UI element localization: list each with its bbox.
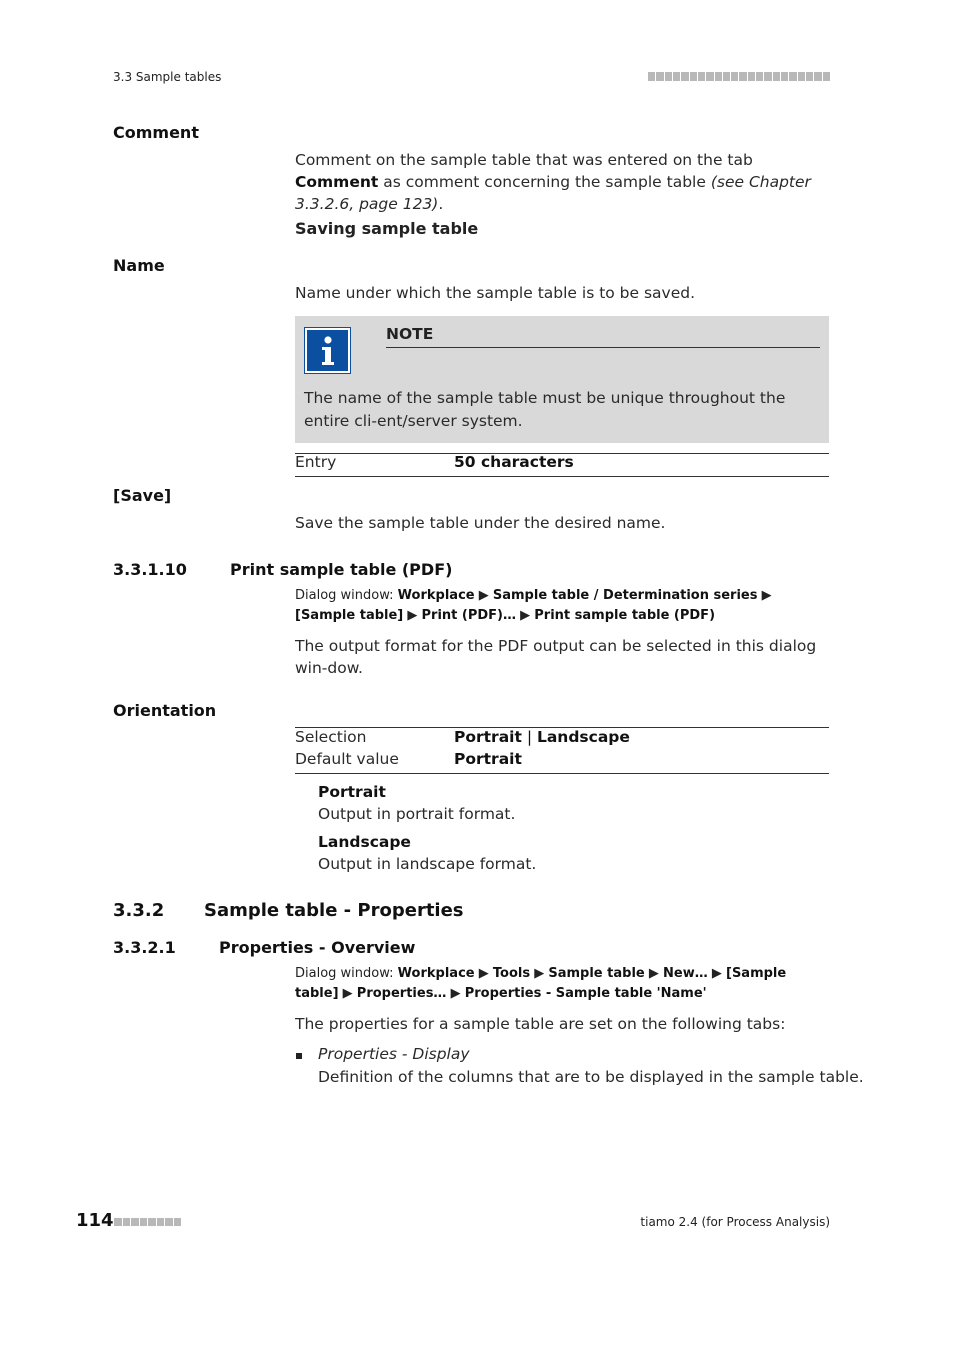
table-bottom-rule (295, 476, 829, 477)
default-label: Default value (295, 750, 399, 768)
page-number: 114 (76, 1210, 114, 1231)
section-title: Print sample table (PDF) (230, 560, 453, 579)
comment-text-part: as comment concerning the sample table (378, 173, 711, 191)
path-arrow-icon: ▶ (342, 986, 353, 1001)
bullet-description: Definition of the columns that are to be displayed in the sample table. (318, 1068, 864, 1086)
path-item: Print sample table (PDF) (534, 608, 716, 623)
option-description: Output in portrait format. (318, 805, 516, 823)
section-title: Sample table - Properties (204, 900, 464, 921)
bullet-icon (296, 1053, 302, 1059)
info-icon (305, 328, 350, 373)
footer-product: tiamo 2.4 (for Process Analysis) (640, 1215, 830, 1229)
option-title: Landscape (318, 833, 411, 851)
dialog-path (295, 586, 829, 626)
name-label: Name (113, 256, 165, 275)
path-arrow-icon: ▶ (534, 966, 545, 981)
path-item: [Sample table] (295, 608, 404, 623)
note-title: NOTE (386, 325, 434, 343)
table-bottom-rule (295, 773, 829, 774)
save-label: [Save] (113, 486, 172, 505)
header-decoration (648, 72, 830, 81)
path-arrow-icon: ▶ (761, 588, 772, 603)
path-item: Workplace (397, 588, 475, 603)
saving-heading: Saving sample table (295, 219, 479, 238)
selection-label: Selection (295, 728, 367, 746)
save-description: Save the sample table under the desired name. (295, 514, 666, 532)
entry-label: Entry (295, 453, 337, 471)
note-text: The name of the sample table must be unique throughout the entire cli-ent/server system. (304, 389, 786, 430)
path-item: Properties - Sample table 'Name' (464, 986, 707, 1001)
path-prefix: Dialog window: (295, 966, 398, 981)
comment-tab-name: Comment (295, 173, 379, 191)
path-item: [Sample table] (295, 966, 787, 1001)
default-value: Portrait (454, 750, 522, 768)
dialog-path (295, 964, 829, 1004)
path-item: Workplace (397, 966, 475, 981)
selection-option: Portrait (454, 728, 522, 746)
path-arrow-icon: ▶ (711, 966, 722, 981)
path-item: Tools (492, 966, 531, 981)
section-number: 3.3.1.10 (113, 560, 187, 579)
path-item: Sample table / Determination series (492, 588, 758, 603)
section-number: 3.3.2 (113, 900, 165, 921)
selection-option: Landscape (536, 728, 630, 746)
note-divider (386, 347, 820, 348)
orientation-label: Orientation (113, 701, 217, 720)
footer-decoration (114, 1218, 181, 1226)
comment-description (295, 149, 831, 215)
option-description: Output in landscape format. (318, 855, 537, 873)
bullet-title: Properties - Display (318, 1045, 470, 1063)
print-description: The output format for the PDF output can be selected in this dialog win-dow. (295, 637, 817, 677)
comment-label: Comment (113, 123, 199, 142)
entry-value: 50 characters (454, 453, 574, 471)
path-prefix: Dialog window: (295, 588, 398, 603)
option-title: Portrait (318, 783, 386, 801)
path-arrow-icon: ▶ (478, 588, 489, 603)
path-item: Properties… (356, 986, 447, 1001)
comment-text-part: Comment on the sample table that was entered on the tab (295, 151, 753, 169)
path-item: New… (663, 966, 708, 981)
section-number: 3.3.2.1 (113, 938, 176, 957)
path-arrow-icon: ▶ (407, 608, 418, 623)
selection-value (454, 728, 630, 746)
path-item: Print (PDF)… (421, 608, 516, 623)
comment-text-part: . (438, 195, 444, 213)
path-arrow-icon: ▶ (450, 986, 461, 1001)
section-title: Properties - Overview (219, 938, 416, 957)
chapter-reference: (see Chapter 3.3.2.6, page 123) (295, 173, 811, 213)
name-description: Name under which the sample table is to be saved. (295, 284, 696, 302)
path-arrow-icon: ▶ (478, 966, 489, 981)
path-arrow-icon: ▶ (520, 608, 531, 623)
overview-description: The properties for a sample table are set on the following tabs: (295, 1015, 786, 1033)
path-arrow-icon: ▶ (648, 966, 659, 981)
running-header-section: 3.3 Sample tables (113, 70, 222, 84)
path-item: Sample table (548, 966, 645, 981)
selection-separator: | (521, 728, 537, 746)
